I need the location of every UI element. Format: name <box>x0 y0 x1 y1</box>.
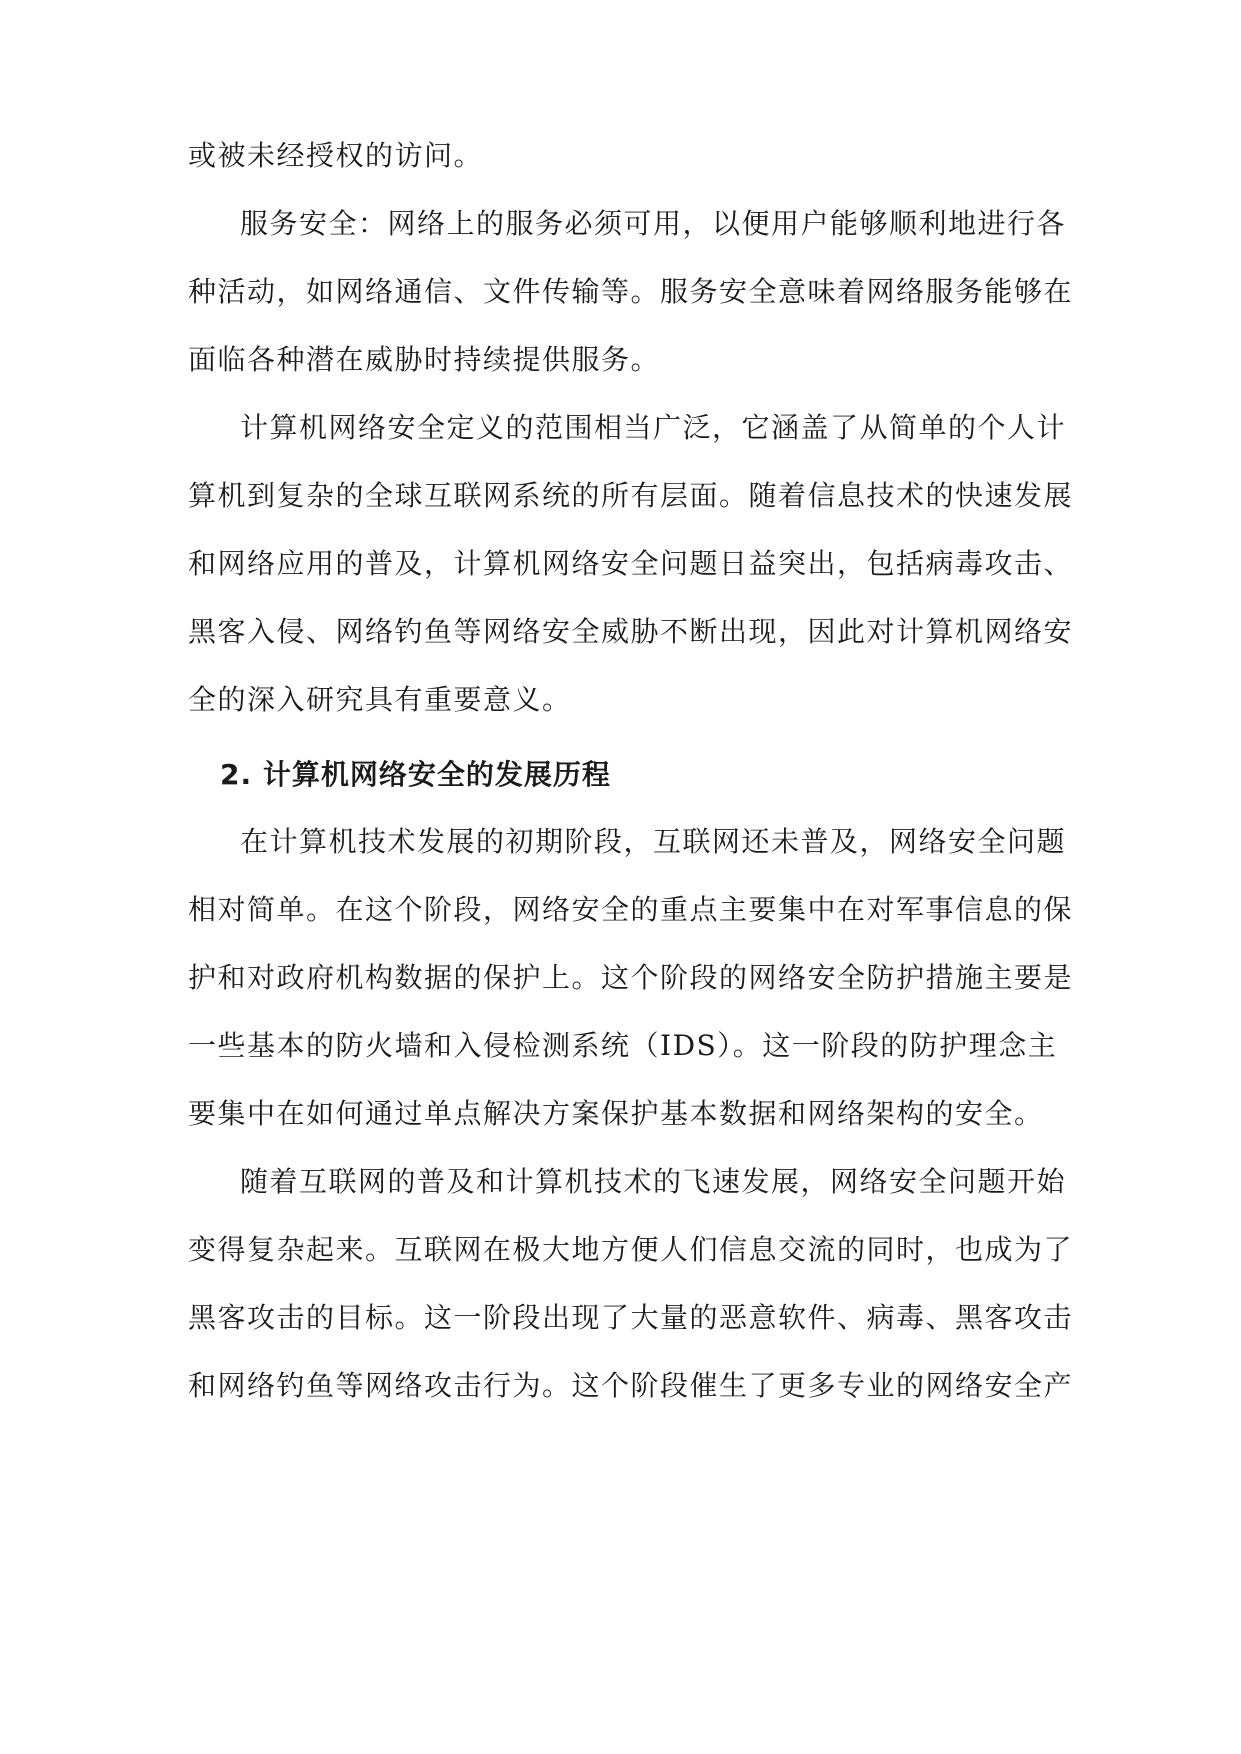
text-line: 或被未经授权的访问。 <box>188 139 484 172</box>
text-line: 要集中在如何通过单点解决方案保护基本数据和网络架构的安全。 <box>188 1097 1044 1130</box>
text-line: 黑客入侵、网络钓鱼等网络安全威胁不断出现，因此对计算机网络安 <box>188 615 1074 648</box>
text-line: 种活动，如网络通信、文件传输等。服务安全意味着网络服务能够在 <box>188 275 1074 308</box>
paragraph-first-line: 计算机网络安全定义的范围相当广泛，它涵盖了从简单的个人计 <box>240 411 1067 444</box>
paragraph-first-line: 在计算机技术发展的初期阶段，互联网还未普及，网络安全问题 <box>240 825 1067 858</box>
text-line: 和网络应用的普及，计算机网络安全问题日益突出，包括病毒攻击、 <box>188 547 1074 580</box>
section-heading: 2. 计算机网络安全的发展历程 <box>220 758 611 791</box>
document-body <box>188 139 1074 1402</box>
text-line: 算机到复杂的全球互联网系统的所有层面。随着信息技术的快速发展 <box>188 479 1074 512</box>
text-line: 黑客攻击的目标。这一阶段出现了大量的恶意软件、病毒、黑客攻击 <box>188 1301 1074 1334</box>
text-line: 护和对政府机构数据的保护上。这个阶段的网络安全防护措施主要是 <box>188 961 1074 994</box>
text-line: 变得复杂起来。互联网在极大地方便人们信息交流的同时，也成为了 <box>188 1233 1074 1266</box>
paragraph-first-line: 服务安全：网络上的服务必须可用，以便用户能够顺利地进行各 <box>240 207 1067 240</box>
paragraph-first-line: 随着互联网的普及和计算机技术的飞速发展，网络安全问题开始 <box>240 1165 1067 1198</box>
text-line: 全的深入研究具有重要意义。 <box>188 683 572 716</box>
text-line: 和网络钓鱼等网络攻击行为。这个阶段催生了更多专业的网络安全产 <box>188 1369 1074 1402</box>
text-line: 面临各种潜在威胁时持续提供服务。 <box>188 343 661 376</box>
text-line: 相对简单。在这个阶段，网络安全的重点主要集中在对军事信息的保 <box>188 893 1074 926</box>
text-line: 一些基本的防火墙和入侵检测系统（IDS）。这一阶段的防护理念主 <box>188 1029 1058 1062</box>
